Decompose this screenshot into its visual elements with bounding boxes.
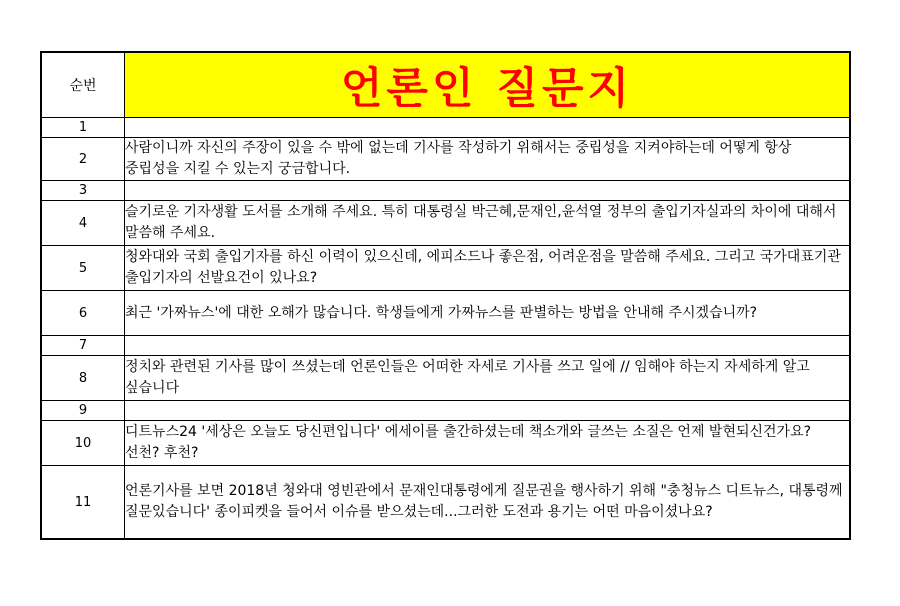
table-row	[41, 356, 850, 401]
question-cell[interactable]: 디트뉴스24 '세상은 오늘도 당신편입니다' 에세이를 출간하셨는데 책소개와 글쓰는 소질은 언제 발현되신건가요? 선천? 후천?	[125, 421, 851, 466]
table-row	[41, 181, 850, 201]
table-row	[41, 246, 850, 291]
row-number-cell[interactable]: 9	[41, 401, 125, 421]
table-row	[41, 201, 850, 246]
question-cell[interactable]: 사람이니까 자신의 주장이 있을 수 밖에 없는데 기사를 작성하기 위해서는 중립성을 지켜야하는데 어떻게 항상 중립성을 지킬 수 있는지 궁금합니다.	[125, 138, 851, 181]
row-number-cell[interactable]: 5	[41, 246, 125, 291]
number-column-header[interactable]: 순번	[41, 52, 125, 118]
row-number-cell[interactable]: 7	[41, 336, 125, 356]
question-cell[interactable]	[125, 336, 851, 356]
questionnaire-table	[40, 51, 851, 540]
question-cell[interactable]: 최근 '가짜뉴스'에 대한 오해가 많습니다. 학생들에게 가짜뉴스를 판별하는 방법을 안내해 주시겠습니까?	[125, 291, 851, 336]
table-row	[41, 401, 850, 421]
table-row	[41, 291, 850, 336]
question-cell[interactable]	[125, 401, 851, 421]
table-row	[41, 466, 850, 540]
row-number-cell[interactable]: 11	[41, 466, 125, 540]
row-number-cell[interactable]: 2	[41, 138, 125, 181]
table-row	[41, 138, 850, 181]
row-number-cell[interactable]: 1	[41, 118, 125, 138]
question-cell[interactable]	[125, 118, 851, 138]
question-cell[interactable]: 청와대와 국회 출입기자를 하신 이력이 있으신데, 에피소드나 좋은점, 어려운점을 말씀해 주세요. 그리고 국가대표기관 출입기자의 선발요건이 있나요?	[125, 246, 851, 291]
header-row	[41, 52, 850, 118]
row-number-cell[interactable]: 3	[41, 181, 125, 201]
row-number-cell[interactable]: 8	[41, 356, 125, 401]
table-row	[41, 336, 850, 356]
sheet-title[interactable]: 언론인 질문지	[125, 52, 851, 118]
row-number-cell[interactable]: 6	[41, 291, 125, 336]
question-cell[interactable]: 언론기사를 보면 2018년 청와대 영빈관에서 문재인대통령에게 질문권을 행사하기 위해 "충청뉴스 디트뉴스, 대통령께 질문있습니다' 종이피켓을 들어서 이슈를 받으셨는데...그러한 도전과 용기는 어떤 마음이셨나요?	[125, 466, 851, 540]
table-row	[41, 118, 850, 138]
row-number-cell[interactable]: 4	[41, 201, 125, 246]
question-cell[interactable]	[125, 181, 851, 201]
question-cell[interactable]: 슬기로운 기자생활 도서를 소개해 주세요. 특히 대통령실 박근혜,문재인,윤석열 정부의 출입기자실과의 차이에 대해서 말씀해 주세요.	[125, 201, 851, 246]
row-number-cell[interactable]: 10	[41, 421, 125, 466]
question-cell[interactable]: 정치와 관련된 기사를 많이 쓰셨는데 언론인들은 어떠한 자세로 기사를 쓰고 일에 // 임해야 하는지 자세하게 알고 싶습니다	[125, 356, 851, 401]
table-row	[41, 421, 850, 466]
